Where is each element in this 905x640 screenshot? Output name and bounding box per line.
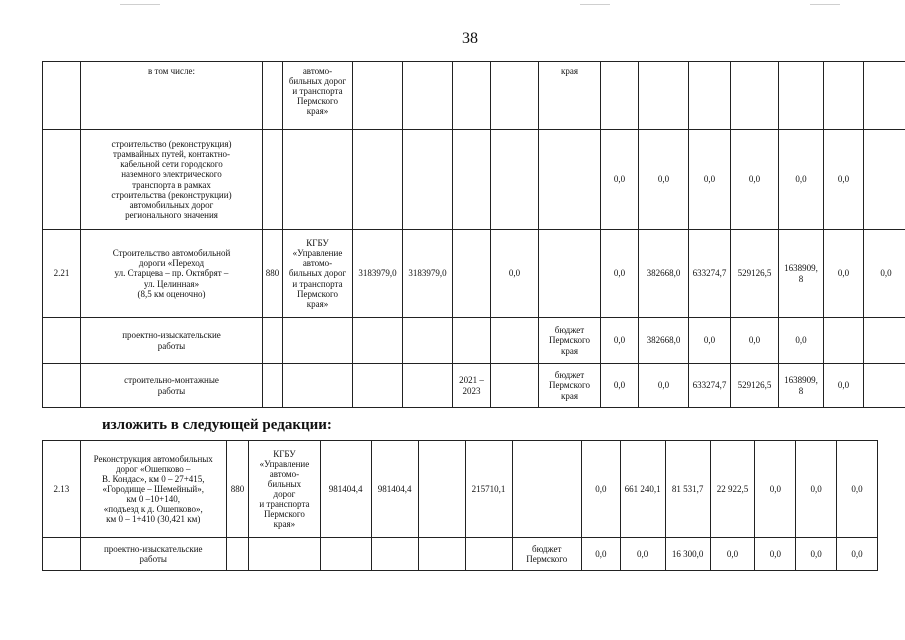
table-cell: 880	[263, 230, 283, 318]
table-cell: 0,0	[689, 318, 731, 364]
table-cell	[864, 62, 905, 130]
program-table-new-edition	[42, 440, 878, 571]
table-cell	[283, 130, 353, 230]
table-cell	[864, 318, 905, 364]
table-cell	[43, 318, 81, 364]
table-cell	[353, 62, 403, 130]
table-cell: 0,0	[824, 364, 864, 408]
table-cell	[453, 230, 491, 318]
table-cell: 0,0	[689, 130, 731, 230]
table-cell	[639, 62, 689, 130]
table-cell	[403, 364, 453, 408]
table-cell	[453, 62, 491, 130]
table-cell	[263, 364, 283, 408]
table-cell	[864, 364, 905, 408]
table-cell	[43, 364, 81, 408]
table-row	[43, 364, 905, 408]
table-cell	[491, 130, 539, 230]
table-cell: Строительство автомобильной дороги «Переход ул. Старцева – пр. Октябрят – ул. Целинная» (8,5 км оценочно)	[81, 230, 263, 318]
table-cell: 661 240,1	[620, 441, 665, 538]
table-cell: 1638909, 8	[779, 230, 824, 318]
table-cell	[403, 318, 453, 364]
table-cell	[283, 318, 353, 364]
table-cell: КГБУ «Управление автомо- бильных дорог и транспорта Пермского края»	[249, 441, 320, 538]
table-cell	[779, 62, 824, 130]
table-cell: 0,0	[731, 130, 779, 230]
table-cell	[263, 130, 283, 230]
section-heading: изложить в следующей редакции:	[102, 417, 332, 433]
table-cell: 0,0	[581, 441, 620, 538]
table-cell: 0,0	[864, 230, 905, 318]
table-row	[43, 441, 878, 538]
table-cell: 81 531,7	[665, 441, 710, 538]
table-cell: 2.13	[43, 441, 81, 538]
table-cell: 0,0	[779, 318, 824, 364]
table-cell: 382668,0	[639, 318, 689, 364]
table-cell	[689, 62, 731, 130]
table-cell	[512, 441, 581, 538]
table-cell	[283, 364, 353, 408]
table-cell: 16 300,0	[665, 538, 710, 571]
table-cell	[249, 538, 320, 571]
table-cell	[263, 318, 283, 364]
table-cell: бюджет Пермского	[512, 538, 581, 571]
table-cell: КГБУ «Управление автомо- бильных дорог и транспорта Пермского края»	[283, 230, 353, 318]
table-cell	[43, 62, 81, 130]
table-cell: 0,0	[601, 364, 639, 408]
table-cell	[320, 538, 371, 571]
table-cell: края	[539, 62, 601, 130]
table-cell: 0,0	[755, 441, 796, 538]
table-cell	[601, 62, 639, 130]
page-number: 38	[462, 30, 478, 47]
table-row	[43, 62, 905, 130]
table-cell: 0,0	[710, 538, 755, 571]
table-cell: 0,0	[639, 130, 689, 230]
table-cell: 0,0	[779, 130, 824, 230]
table-cell: 981404,4	[371, 441, 418, 538]
table-cell: Реконструкция автомобильных дорог «Ошепково – В. Кондас», км 0 – 27+415, «Городище – Шемейный», км 0 –10+140, «подъезд к д. Ошепково», км 0 – 1+410 (30,421 км)	[80, 441, 226, 538]
table-cell: 382668,0	[639, 230, 689, 318]
table-cell	[864, 130, 905, 230]
table-cell	[353, 364, 403, 408]
table-cell: 0,0	[837, 538, 878, 571]
table-cell	[371, 538, 418, 571]
table-row	[43, 130, 905, 230]
table-cell: 2.21	[43, 230, 81, 318]
table-cell: 3183979,0	[353, 230, 403, 318]
table-cell: 1638909, 8	[779, 364, 824, 408]
table-cell: автомо- бильных дорог и транспорта Пермского края»	[283, 62, 353, 130]
scan-artifact-line	[810, 4, 840, 5]
scan-artifact-line	[580, 4, 610, 5]
table-cell	[539, 130, 601, 230]
table-cell: бюджет Пермского края	[539, 364, 601, 408]
table-cell: строительство (реконструкция) трамвайных путей, контактно- кабельной сети городского наземного электрического транспорта в рамках строительства (реконструкции) автомобильных дорог регионального значения	[81, 130, 263, 230]
table-row	[43, 538, 878, 571]
table-cell	[824, 318, 864, 364]
table-cell: 981404,4	[320, 441, 371, 538]
table-cell: 2021 – 2023	[453, 364, 491, 408]
table-cell	[263, 62, 283, 130]
table-cell: 0,0	[837, 441, 878, 538]
table-cell	[453, 130, 491, 230]
table-cell	[43, 130, 81, 230]
table-cell	[353, 130, 403, 230]
table-cell: проектно-изыскательские работы	[81, 318, 263, 364]
program-table-original	[42, 61, 905, 408]
table-cell: 529126,5	[731, 364, 779, 408]
table-cell	[824, 62, 864, 130]
table-cell	[418, 538, 465, 571]
table-cell	[491, 62, 539, 130]
table-cell	[353, 318, 403, 364]
table-cell: 0,0	[639, 364, 689, 408]
table-row	[43, 230, 905, 318]
table-cell: 0,0	[601, 130, 639, 230]
table-cell: 0,0	[620, 538, 665, 571]
table-cell	[491, 318, 539, 364]
table-cell: 3183979,0	[403, 230, 453, 318]
table-cell: бюджет Пермского края	[539, 318, 601, 364]
table-row	[43, 318, 905, 364]
table-cell: 880	[226, 441, 248, 538]
table-cell: 0,0	[796, 538, 837, 571]
table-cell	[453, 318, 491, 364]
table-cell: 0,0	[601, 230, 639, 318]
table-cell	[403, 130, 453, 230]
table-cell: в том числе:	[81, 62, 263, 130]
table-cell	[403, 62, 453, 130]
table-cell: 633274,7	[689, 364, 731, 408]
table-cell: 0,0	[731, 318, 779, 364]
table-cell: 22 922,5	[710, 441, 755, 538]
table-cell	[731, 62, 779, 130]
table-cell: 633274,7	[689, 230, 731, 318]
scan-artifact-line	[120, 4, 160, 5]
table-cell	[491, 364, 539, 408]
table-cell: 0,0	[581, 538, 620, 571]
table-cell	[43, 538, 81, 571]
table-cell	[418, 441, 465, 538]
table-cell: 0,0	[824, 130, 864, 230]
table-cell: строительно-монтажные работы	[81, 364, 263, 408]
table-cell: 0,0	[601, 318, 639, 364]
table-cell: 0,0	[796, 441, 837, 538]
table-cell: проектно-изыскательские работы	[80, 538, 226, 571]
table-cell	[226, 538, 248, 571]
table-cell: 529126,5	[731, 230, 779, 318]
table-cell: 215710,1	[465, 441, 512, 538]
table-cell	[539, 230, 601, 318]
table-cell	[465, 538, 512, 571]
table-cell: 0,0	[755, 538, 796, 571]
table-cell: 0,0	[824, 230, 864, 318]
table-cell: 0,0	[491, 230, 539, 318]
